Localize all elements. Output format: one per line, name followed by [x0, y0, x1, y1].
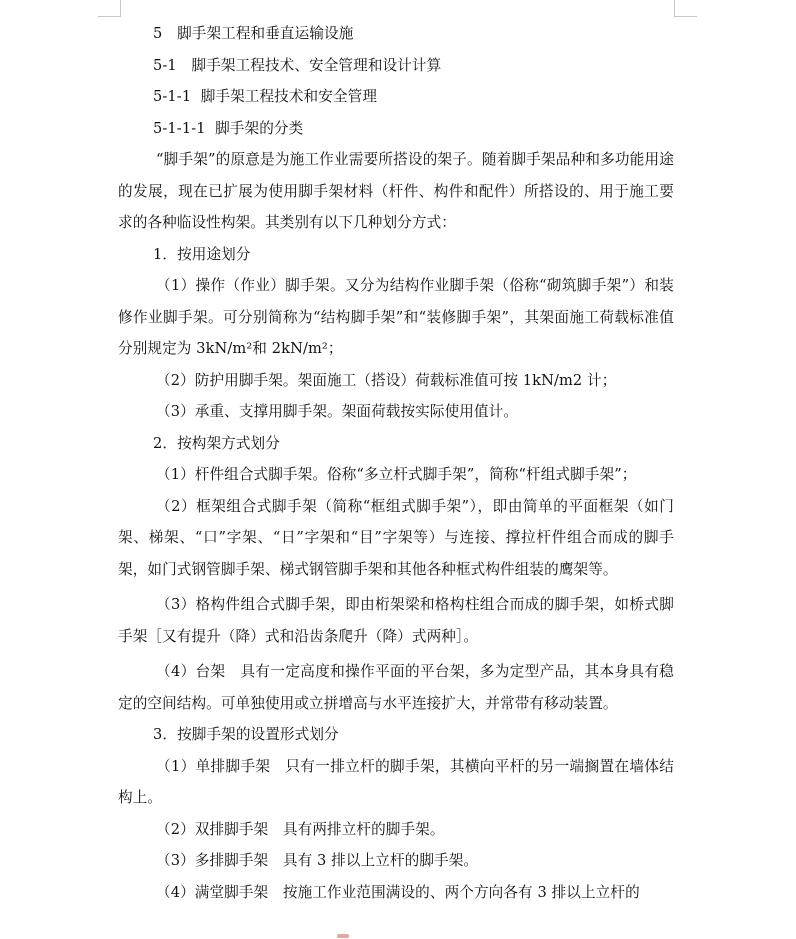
section2-item-4: （4）台架 具有一定高度和操作平面的平台架，多为定型产品，其本身具有稳定的空间结构。可单独使用或立拼增高与水平连接扩大，并常带有移动装置。	[118, 663, 674, 712]
document-page	[118, 18, 674, 908]
section1-title: 1．按用途划分	[153, 245, 251, 263]
heading-subsection: 5-1-1 脚手架工程技术和安全管理	[153, 88, 378, 105]
section3-item-1: （1）单排脚手架 只有一排立杆的脚手架，其横向平杆的另一端搁置在墙体结构上。	[118, 757, 674, 806]
section2-item-2: （2）框架组合式脚手架（简称“框组式脚手架”），即由简单的平面框架（如门架、梯架、“口”字架、“日”字架和“目”字架等）与连接、撑拉杆件组合而成的脚手架，如门式钢管脚手架、梯式钢管脚手架和其他各种框式构件组装的鹰架等。	[118, 497, 674, 578]
section2-item-3: （3）格构件组合式脚手架，即由桁架梁和格构柱组合而成的脚手架，如桥式脚手架［又有提升（降）式和沿齿条爬升（降）式两种］。	[118, 596, 674, 645]
section3-item-3: （3）多排脚手架 具有 3 排以上立杆的脚手架。	[156, 852, 479, 869]
heading-section: 5-1 脚手架工程技术、安全管理和设计计算	[153, 56, 442, 74]
intro-paragraph: “脚手架”的原意是为施工作业需要所搭设的架子。随着脚手架品种和多功能用途的发展，现在已扩展为使用脚手架材料（杆件、构件和配件）所搭设的、用于施工要求的各种临设性构架。其类别有以下几种划分方式：	[118, 151, 674, 231]
heading-subsubsection: 5-1-1-1 脚手架的分类	[153, 119, 304, 137]
section3-title: 3．按脚手架的设置形式划分	[153, 726, 339, 743]
section2-item-1: （1）杆件组合式脚手架。俗称“多立杆式脚手架”，简称“杆组式脚手架”；	[156, 466, 637, 483]
heading-chapter: 5 脚手架工程和垂直运输设施	[153, 25, 354, 42]
section3-item-4: （4）满堂脚手架 按施工作业范围满设的、两个方向各有 3 排以上立杆的	[156, 883, 640, 901]
section3-item-2: （2）双排脚手架 具有两排立杆的脚手架。	[156, 820, 445, 838]
section1-item-2: （2）防护用脚手架。架面施工（搭设）荷载标准值可按 1kN/m2 计；	[156, 371, 617, 389]
section1-item-1: （1）操作（作业）脚手架。又分为结构作业脚手架（俗称“砌筑脚手架”）和装修作业脚手架。可分别简称为“结构脚手架”和“装修脚手架”，其架面施工荷载标准值分别规定为 3kN/m²和 2kN/m²；	[118, 277, 674, 357]
page-corner-mark-top-left	[98, 0, 121, 17]
section2-title: 2．按构架方式划分	[153, 434, 280, 452]
section1-item-3: （3）承重、支撑用脚手架。架面荷载按实际使用值计。	[156, 403, 519, 420]
page-corner-mark-top-right	[674, 0, 697, 17]
red-mark-fragment	[337, 934, 349, 938]
